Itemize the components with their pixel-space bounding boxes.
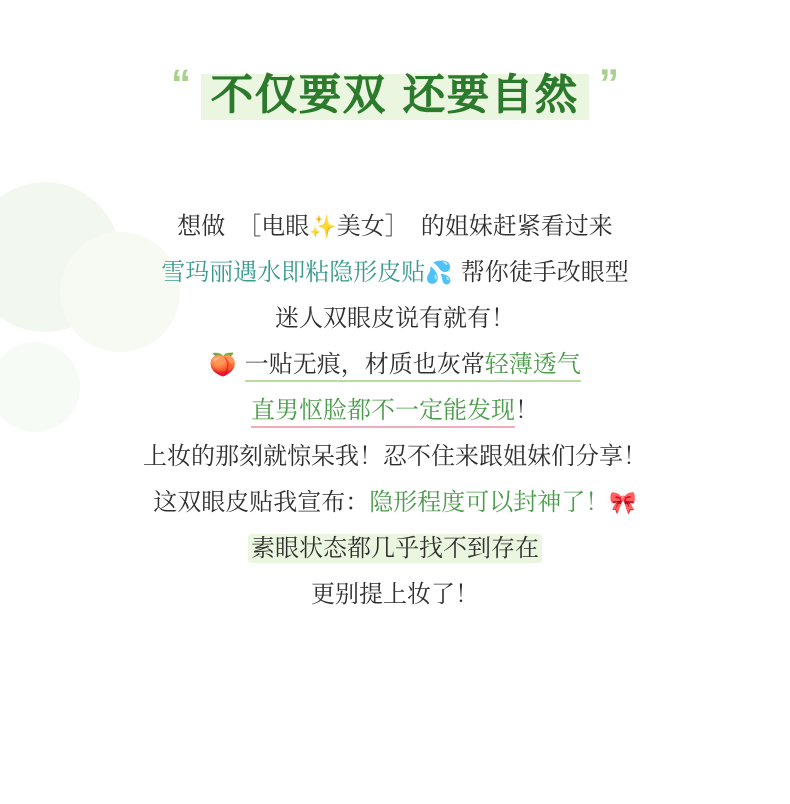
copy-text: 这双眼皮贴我宣布： xyxy=(153,489,370,516)
copy-line-9 xyxy=(0,572,790,618)
peach-face-icon: 🍑 xyxy=(209,352,237,377)
ribbon-icon: 🎀 xyxy=(609,490,637,515)
copy-line-3 xyxy=(0,296,790,342)
copy-line-8 xyxy=(0,526,790,572)
headline xyxy=(0,62,790,126)
copy-line-4 xyxy=(0,342,790,388)
copy-emphasis: 轻薄透气 xyxy=(485,351,581,382)
copy-text: 想做 ［电眼 xyxy=(177,213,310,240)
close-quote-mark: ” xyxy=(599,62,620,106)
product-name: 雪玛丽遇水即粘隐形皮贴 xyxy=(161,259,426,286)
copy-line-7 xyxy=(0,480,790,526)
promo-poster xyxy=(0,62,790,804)
copy-line-2 xyxy=(0,250,790,296)
copy-emphasis: 直男怄脸都不一定能发现 xyxy=(251,397,515,428)
headline-text xyxy=(201,62,589,126)
headline-part-1: 不仅要双 xyxy=(210,71,387,118)
water-drops-icon: 💦 xyxy=(425,260,453,285)
body-copy xyxy=(0,204,790,618)
copy-text: 上妆的那刻就惊呆我！忍不住来跟姐妹们分享！ xyxy=(143,443,647,470)
copy-text: 帮你徒手改眼型 xyxy=(460,259,629,286)
copy-text: 一贴无痕，材质也灰常 xyxy=(245,351,485,382)
copy-line-5 xyxy=(0,388,790,434)
sparkles-icon: ✨ xyxy=(309,214,337,239)
copy-line-1 xyxy=(0,204,790,250)
copy-text: 更别提上妆了！ xyxy=(311,581,479,608)
open-quote-mark: “ xyxy=(170,62,191,106)
copy-text: ！ xyxy=(515,397,539,424)
copy-text: 美女］ 的姐妹赶紧看过来 xyxy=(336,213,613,240)
copy-line-6 xyxy=(0,434,790,480)
copy-text: 迷人双眼皮说有就有！ xyxy=(275,305,515,332)
copy-emphasis: 隐形程度可以封神了！ xyxy=(369,489,610,516)
headline-part-2: 还要自然 xyxy=(403,71,580,118)
copy-highlight: 素眼状态都几乎找不到存在 xyxy=(248,534,542,563)
